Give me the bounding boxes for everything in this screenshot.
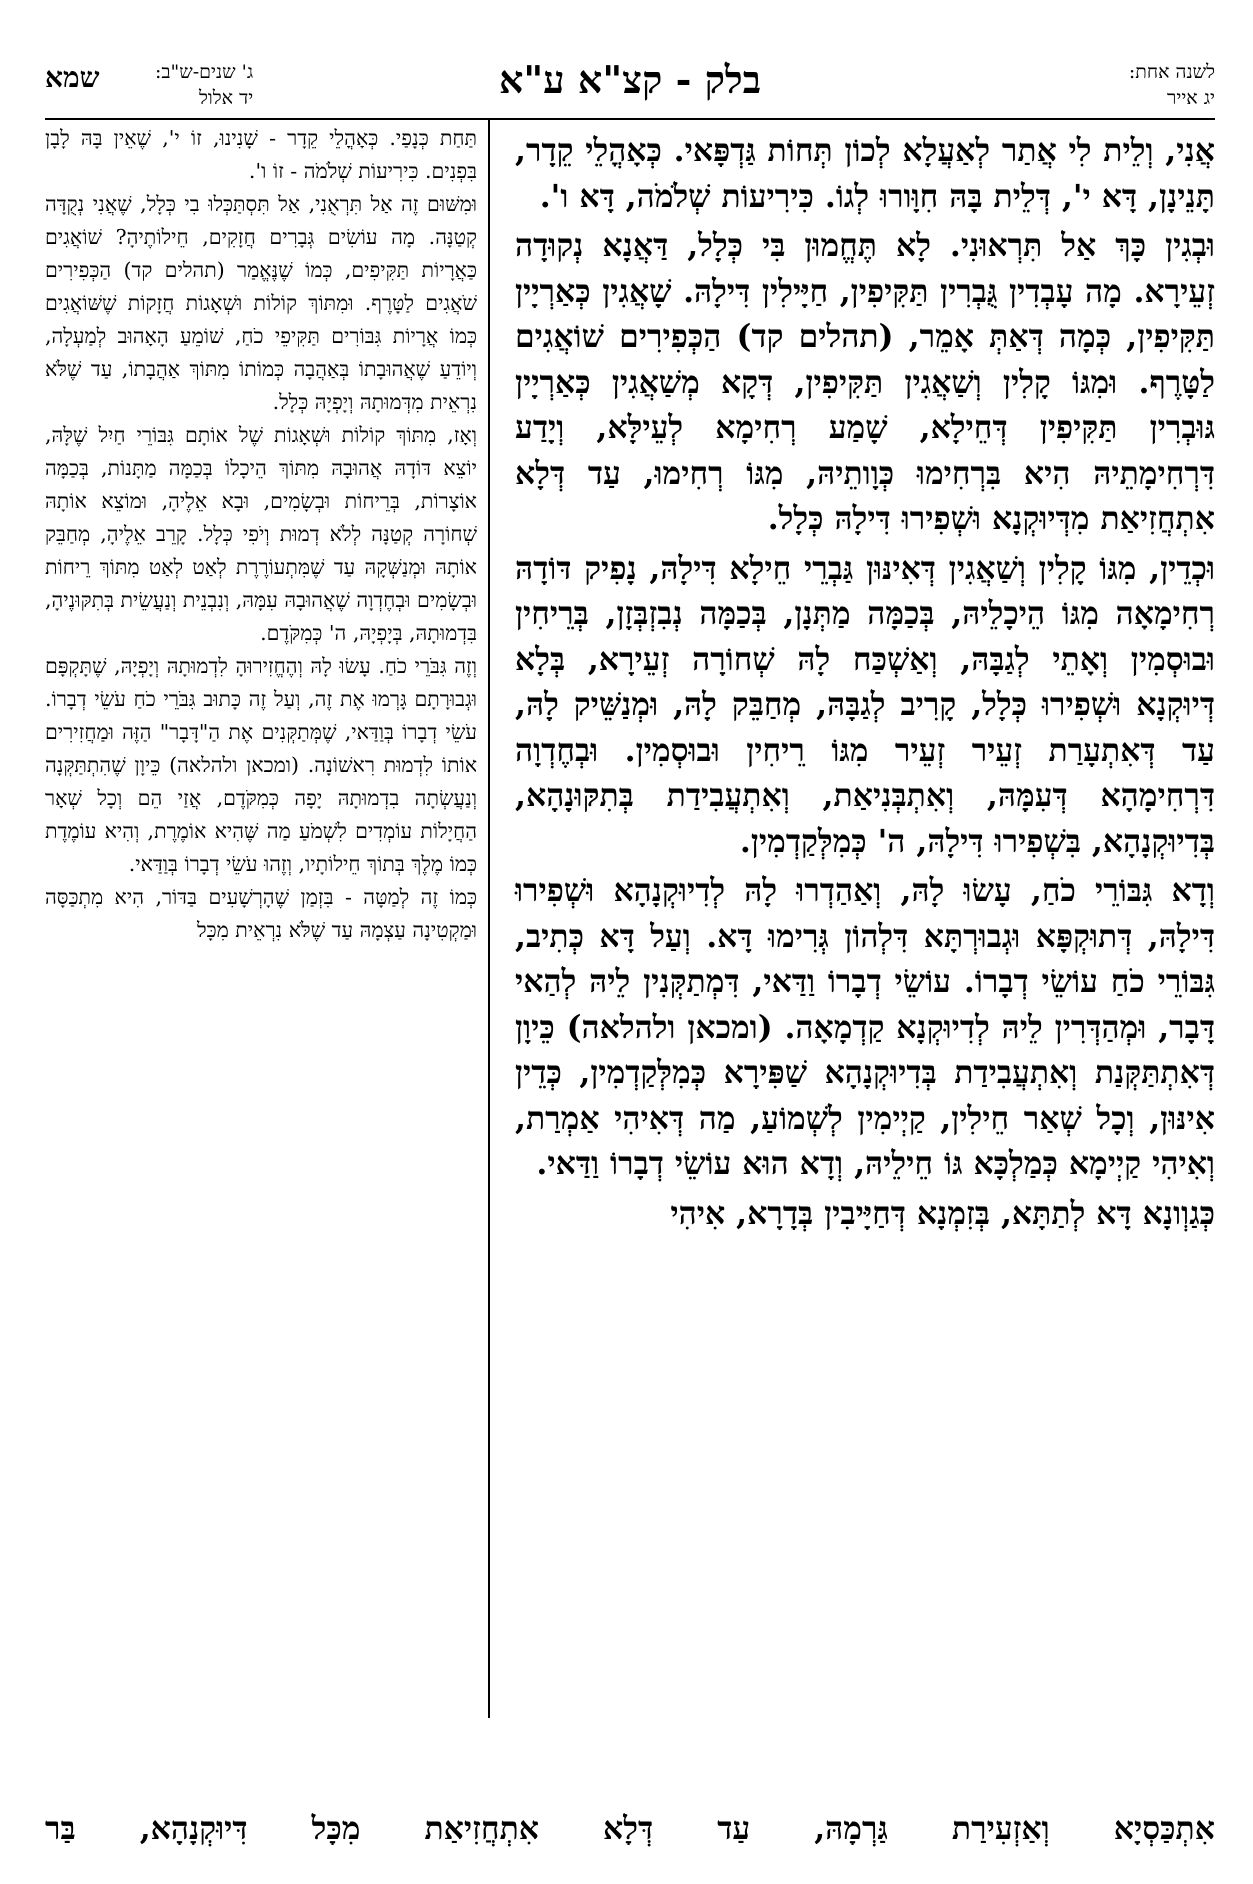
main-paragraph: אֲנִי, וְלֵית לִי אֲתַר לְאַעֲלָא לְכוֹן תְּחוֹת גַּדְפָּאי. כְּאָהֳלֵי קֵדָר, תָּנֵינָן, דָּא י', דְּלֵית בָּהּ חִוָּורוּ לְגוֹ. כִּירִיעוֹת שְׁלֹמֹה, דָּא ו'. <box>515 132 1215 215</box>
schedule-three-years-label: ג' שנים-ש"ב: <box>155 61 254 83</box>
main-paragraph: וּכְדֵין, מִגּוֹ קָלִין וְשַׁאֲגִין דְּאִינּוּן גַּבְרֵי חֵילָא דִּילָהּ, נָפִיק דּוֹדָהּ רְחִימָאָה מִגּוֹ הֵיכָלֵיהּ, בְּכַמָּה מַתְּנָן, בְּכַמָּה נְבִזְבְּזָן, בְּרֵיחִין וּבוּסְמִין וְאָתֵי לְגַבָּהּ, וְאַשְׁכַּח לָהּ שְׁחוֹרָה זְעֵירָא, בְּלָא דְּיוּקְנָא וּשְׁפִירוּ כְּלָל, קָרִיב לְגַבָּהּ, מְחַבֵּק לָהּ, וּמְנַשֵּׁיק לָהּ, עַד דְּאִתְעָרַת זְעֵיר זְעֵיר מִגּוֹ רֵיחִין וּבוּסְמִין. וּבְחֶדְוָה דִּרְחִימָהָא דְּעִמָּהּ, וְאִתְבְּנִיאַת, וְאִתְעֲבִידַת בְּתִקּוּנָהָא, בְּדִיוּקְנָהָא, בִּשְׁפִירוּ דִּילָהּ, ה' כְּמִלְּקַדְמִין. <box>515 549 1215 860</box>
translation-paragraph: וְאָז, מִתּוֹךְ קוֹלוֹת וּשְׁאָגוֹת שֶׁל אוֹתָם גִּבּוֹרֵי חַיִל שֶׁלָּהּ, יוֹצֵא דּוֹדָהּ אֲהוּבָהּ מִתּוֹךְ הֵיכָלוֹ בְּכַמָּה מַתָּנוֹת, בְּכַמָּה אוֹצָרוֹת, בְּרֵיחוֹת וּבְשָׂמִים, וּבָא אֵלֶיהָ, וּמוֹצֵא אוֹתָהּ שְׁחוֹרָה קְטַנָּה לְלֹא דְמוּת וְיֹפִי כְּלָל. קָרֵב אֵלֶיהָ, מְחַבֵּק אוֹתָהּ וּמְנַשְּׁקָהּ עַד שֶׁמִּתְעוֹרֶרֶת לְאַט לְאַט מִתּוֹךְ רֵיחוֹת וּבְשָׂמִים וּבְחֶדְוָה שֶׁאֲהוּבָהּ עִמָּהּ, וְנִבְנֵית וְנַעֲשֵׂית בְּתִקּוּנֶיהָ, בִּדְמוּתָהּ, בְּיָפְיָהּ, ה' כְּמִקֹּדֶם. <box>45 423 477 645</box>
translation-paragraph: כְּמוֹ זֶה לְמַטָּה - בִּזְמַן שֶׁהָרְשָׁעִים בַּדּוֹר, הִיא מִתְכַּסָּה וּמַקְטִינָה עַצְמָהּ עַד שֶׁלֹּא נִרְאֵית מִכָּל <box>45 885 477 942</box>
page-number: שמא <box>45 61 100 94</box>
column-divider <box>488 118 490 1718</box>
translation-paragraph: תַּחַת כְּנָפַי. כְּאָהֳלֵי קֵדָר - שָׁנִינוּ, זוֹ י', שֶׁאֵין בָּהּ לָבָן בִּפְנִים. כִּירִיעוֹת שְׁלֹמֹה - זוֹ ו'. <box>45 126 477 183</box>
schedule-one-year-label: לשנה אחת: <box>1128 61 1215 83</box>
main-paragraph: כְּגַוְונָא דָּא לְתַתָּא, בְּזִמְנָא דְּחַיָּיבִין בְּדָרָא, אִיהִי <box>670 1194 1215 1232</box>
bottom-continuation-line: אִתְכַּסְיָא וְאַזְעִירַת גַּרְמָהּ, עַד דְּלָא אִתְחֲזִיאַת מִכָּל דִּיוּקְנָהָא, בַּר <box>45 1810 1215 1847</box>
main-text-column <box>515 128 1215 1240</box>
main-paragraph: וְדָא גִּבּוֹרֵי כֹחַ, עָשׂוּ לָהּ, וְאַהַדְרוּ לָהּ לְדִיוּקְנָהָא וּשְׁפִירוּ דִּילָהּ, דְּתוּקְפָּא וּגְבוּרְתָּא דִּלְהוֹן גְּרִימוּ דָּא. וְעַל דָּא כְּתִיב, גִּבּוֹרֵי כֹחַ עוֹשֵׂי דְבָרוֹ. עוֹשֵׂי דְבָרוֹ וַדַּאי, דִּמְתַקְּנִין לֵיהּ לְהַאי דָּבָר, וּמְהַדְּרִין לֵיהּ לְדִיוּקְנָא קַדְמָאָה. (ומכאן ולהלאה) כֵּיוָן דְּאִתְתַּקְּנַת וְאִתְעֲבִידַת בְּדִיוּקְנָהָא שַׁפִּירָא כְּמִלְּקַדְמִין, כְּדֵין אִינּוּן, וְכָל שְׁאַר חֵילִין, קַיְימִין לְשְׁמוֹעַ, מַה דְּאִיהִי אַמְרַת, וְאִיהִי קַיְימָא כְּמַלְכָּא גּוֹ חֵילֵיהּ, וְדָא הוּא עוֹשֵׂי דְבָרוֹ וַדַּאי. <box>515 872 1215 1182</box>
main-paragraph: וּבְגִין כָּךְ אַל תִּרְאוּנִי. לָא תֶּחֱמוּן בִּי כְּלָל, דַּאֲנָא נְקוּדָה זְעֵירָא. מָה עָבְדִין גֻּבְרִין תַּקִּיפִין, חַיָּילִין דִּילָהּ. שָׁאֲגִין כְּאַרְיָין תַּקִּיפִין, כְּמָה דְּאַתְּ אָמֵר, (תהלים קד) הַכְּפִירִים שׁוֹאֲגִים לַטָּרֶף. וּמִגּוֹ קָלִין וְשַׁאֲגִין תַּקִּיפִין, דְּקָא מְשַׁאֲגִין כְּאַרְיָין גּוּבְרִין תַּקִּיפִין דְּחֵילָא, שָׁמַע רְחִימָא לְעֵילָּא, וְיָדַע דִּרְחִימָתֵיהּ הִיא בִּרְחִימוּ כְּוָותֵיהּ, מִגּוֹ רְחִימוּ, עַד דְּלָא אִתְחֲזִיאַת מִדְּיוּקְנָא וּשְׁפִירוּ דִּילָהּ כְּלָל. <box>515 227 1215 537</box>
translation-column <box>45 122 477 947</box>
schedule-one-year-date: יג אייר <box>1167 87 1215 109</box>
page-header <box>45 55 1215 115</box>
page-title: בלק - קצ"א ע"א <box>498 57 762 102</box>
translation-paragraph: וְזֶה גִּבֹּרֵי כֹחַ. עָשׂוּ לָהּ וְהֶחֱזִירוּהָ לִדְמוּתָהּ וְיָפְיָהּ, שֶׁתָּקְפָּם וּגְבוּרָתָם גָּרְמוּ אֶת זֶה, וְעַל זֶה כָּתוּב גִּבֹּרֵי כֹחַ עֹשֵׂי דְבָרוֹ. עֹשֵׂי דְבָרוֹ בְּוַדַּאי, שֶׁמְּתַקְּנִים אֶת הַ"דָּבָר" הַזֶּה וּמַחֲזִירִים אוֹתוֹ לִדְמוּת רִאשׁוֹנָה. (ומכאן ולהלאה) כֵּיוָן שֶׁהִתְתַּקְּנָה וְנַעֲשְׂתָה בִדְמוּתָהּ יָפָה כְּמִקֹּדֶם, אֲזַי הֵם וְכָל שְׁאָר הַחֲיָלוֹת עוֹמְדִים לִשְׁמֹעַ מַה שֶּׁהִיא אוֹמֶרֶת, וְהִיא עוֹמֶדֶת כְּמוֹ מֶלֶךְ בְּתוֹךְ חֵילוֹתָיו, וְזֶהוּ עֹשֵׂי דְבָרוֹ בְּוַדַּאי. <box>45 654 477 876</box>
schedule-three-years-date: יד אלול <box>198 87 254 109</box>
header-divider <box>45 118 1215 120</box>
schedule-three-years <box>155 59 253 111</box>
translation-paragraph: וּמִשּׁוּם זֶה אַל תִּרְאֻנִי, אַל תִּסְתַּכְּלוּ בִי כְּלָל, שֶׁאֲנִי נְקֻדָּה קְטַנָּה. מָה עוֹשִׂים גְּבָרִים חֲזָקִים, חֵילוֹתֶיהָ? שׁוֹאֲגִים כַּאֲרָיוֹת תַּקִּיפִים, כְּמוֹ שֶׁנֶּאֱמַר (תהלים קד) הַכְּפִירִים שֹׁאֲגִים לַטָּרֶף. וּמִתּוֹךְ קוֹלוֹת וּשְׁאָגוֹת חֲזָקוֹת שֶׁשּׁוֹאֲגִים כְּמוֹ אֲרָיוֹת גִּבּוֹרִים תַּקִּיפֵי כֹחַ, שׁוֹמֵעַ הָאָהוּב לְמַעְלָה, וְיוֹדֵעַ שֶׁאֲהוּבָתוֹ בְּאַהֲבָה כְּמוֹתוֹ מִתּוֹךְ אַהֲבָתוֹ, עַד שֶׁלֹּא נִרְאֵית מִדְּמוּתָהּ וְיָפְיָהּ כְּלָל. <box>45 192 477 414</box>
